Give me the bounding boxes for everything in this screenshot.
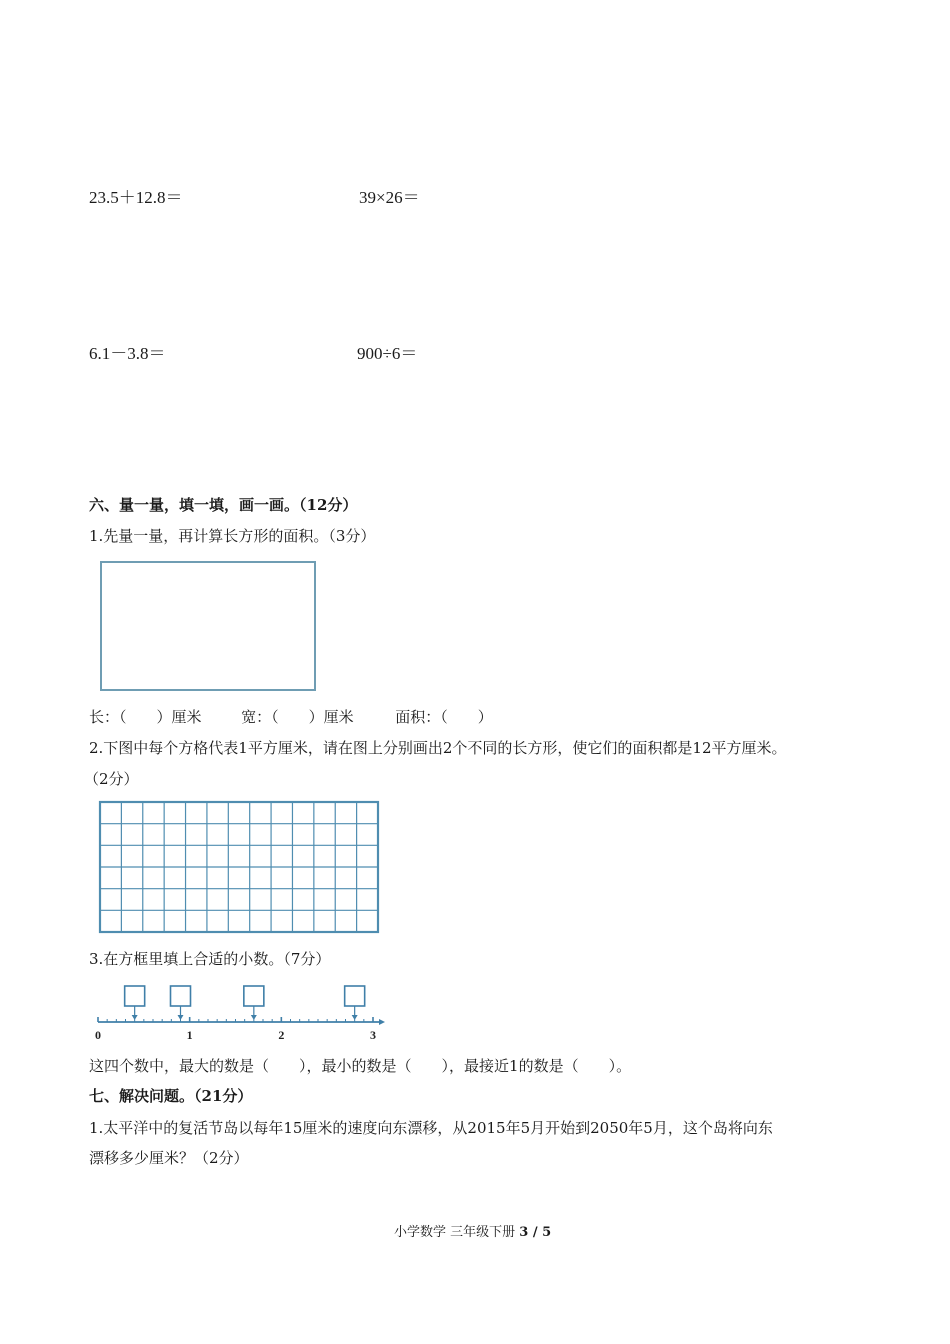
area-close: ） [477, 708, 493, 726]
tick-label: 2 [278, 1028, 285, 1042]
calc-2-right: 900÷6＝ [357, 344, 418, 363]
q3-answer-line [89, 1055, 631, 1076]
q3-text: 3.在方框里填上合适的小数。（7分） [89, 950, 331, 968]
s7-q1-line2: 漂移多少厘米？（2分） [89, 1149, 249, 1167]
section-7-heading: 七、解决问题。（21分） [89, 1087, 253, 1105]
width-unit: ）厘米 [308, 708, 354, 726]
length-label: 长：（ [89, 708, 127, 726]
footer-page-number: 3 / 5 [519, 1225, 552, 1240]
footer-subject: 小学数学 三年级下册 [394, 1225, 516, 1240]
answer-box[interactable] [171, 986, 191, 1006]
page-footer [394, 1221, 551, 1240]
q2-score: （2分） [84, 770, 139, 788]
tick-label: 1 [186, 1028, 193, 1042]
measure-rectangle [100, 561, 316, 691]
tick-label: 0 [95, 1028, 101, 1042]
q2-text: 2.下图中每个方格代表1平方厘米，请在图上分别画出2个不同的长方形，使它们的面积都是12平方厘米。 [89, 739, 787, 757]
calc-2-left: 6.1－3.8＝ [89, 344, 166, 363]
number-line-arrow-icon [379, 1019, 385, 1025]
q3-answer-c: ），最接近1的数是（ [441, 1057, 579, 1075]
pointer-arrow-icon [178, 1015, 184, 1020]
number-line [88, 982, 388, 1044]
q3-answer-b: ），最小的数是（ [299, 1057, 412, 1075]
pointer-arrow-icon [132, 1015, 138, 1020]
answer-box[interactable] [345, 986, 365, 1006]
length-unit: ）厘米 [156, 708, 202, 726]
s7-q1-line1: 1.太平洋中的复活节岛以每年15厘米的速度向东漂移，从2015年5月开始到2050年5月，这个岛将向东 [89, 1119, 773, 1137]
pointer-arrow-icon [352, 1015, 358, 1020]
answer-box[interactable] [125, 986, 145, 1006]
answer-box[interactable] [244, 986, 264, 1006]
section-6-heading: 六、量一量，填一填，画一画。（12分） [89, 496, 358, 514]
tick-label: 3 [370, 1028, 376, 1042]
square-grid[interactable] [98, 800, 380, 934]
q3-answer-a: 这四个数中，最大的数是（ [89, 1057, 270, 1075]
q3-answer-d: ）。 [608, 1057, 632, 1075]
calc-1-right: 39×26＝ [359, 188, 420, 207]
calc-1-left: 23.5＋12.8＝ [89, 188, 183, 207]
q1-answer-line [89, 706, 493, 727]
pointer-arrow-icon [251, 1015, 257, 1020]
area-label: 面积：（ [395, 708, 448, 726]
width-label: 宽：（ [241, 708, 279, 726]
q1-text: 1.先量一量，再计算长方形的面积。（3分） [89, 527, 376, 545]
